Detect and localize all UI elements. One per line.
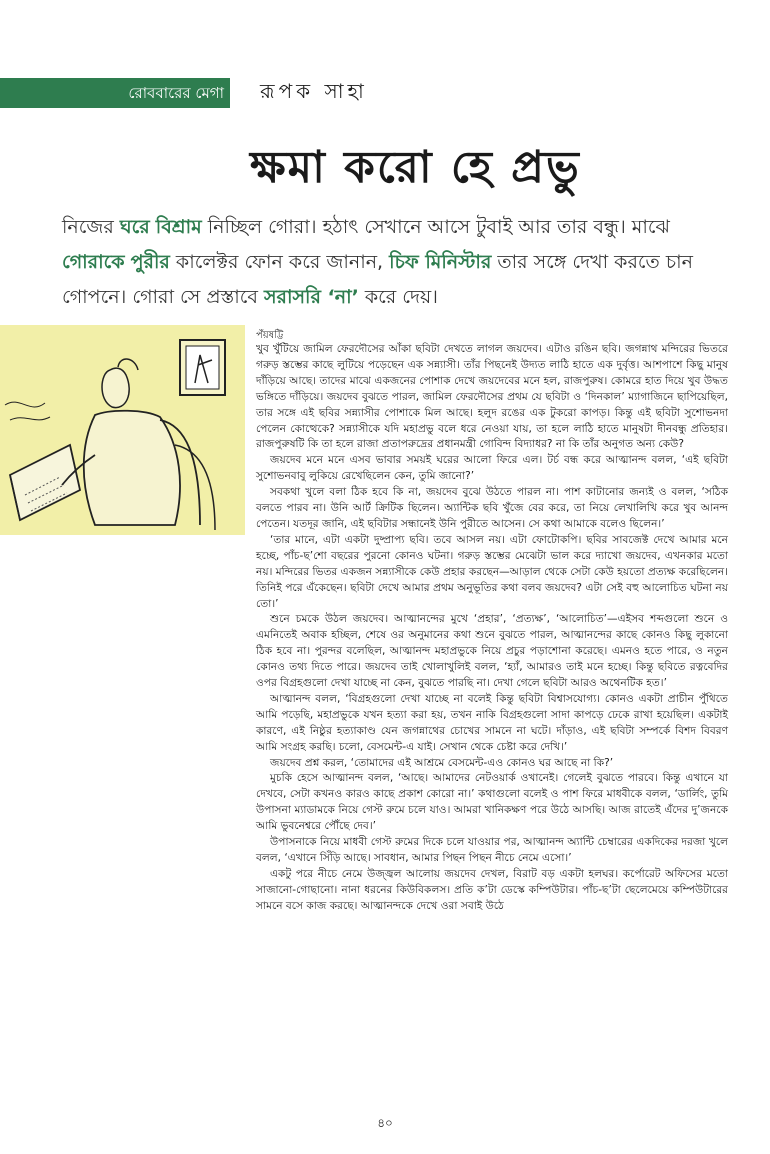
paragraph: জয়দেব প্রশ্ন করল, ‘তোমাদের এই আশ্রমে বেসমেন্ট-এও কোনও ঘর আছে না কি?’ bbox=[270, 756, 614, 769]
paragraph: একটু পরে নীচে নেমে উজ্জ্বল আলোয় জয়দেব দেখল, বিরাট বড় একটা হলঘর। কর্পোরেট অফিসের মতো সাজানো-গোছানো। নানা ধরনের কিউবিকলস। প্রতি ক’টা ডেস্কে কম্পিউটার। পাঁচ-ছ’টা ছেলেমেয়ে কম্পিউটারের সামনে বসে কাজ করছে। আত্মানন্দকে দেখে ওরা সবাই উঠে bbox=[256, 867, 728, 912]
page-number: ৪০ bbox=[377, 1116, 393, 1130]
paragraph: সবকথা খুলে বলা ঠিক হবে কি না, জয়দেব বুঝে উঠতে পারল না। পাশ কাটানোর জন্যই ও বলল, ‘সঠিক বলতে পারব না। উনি আর্ট ক্রিটিক ছিলেন। অ্যান্টিক ছবি খুঁজে বের করে, তা নিয়ে লেখালিখি করে খুব আনন্দ পেতেন। যতদূর জানি, এই ছবিটার সন্ধানেই উনি পুরীতে আসেন। সে কথা আমাকে বলেও ছিলেন।’ bbox=[256, 486, 728, 530]
chapter-number: পঁয়ষট্টি bbox=[256, 330, 284, 341]
story-intro: নিজের ঘরে বিশ্রাম নিচ্ছিল গোরা। হঠাৎ সেখানে আসে টুবাই আর তার বন্ধু। মাঝে গোরাকে পুরীর কালেক্টর ফোন করে জানান, চিফ মিনিস্টার তার সঙ্গে দেখা করতে চান গোপনে। গোরা সে প্রস্তাবে সরাসরি ‘না’ করে দেয়। bbox=[62, 216, 693, 308]
paragraph: আত্মানন্দ বলল, ‘বিগ্রহগুলো দেখা যাচ্ছে না বলেই কিন্তু ছবিটা বিশ্বাসযোগ্য। কোনও একটা প্রাচীন পুঁথিতে আমি পড়েছি, মহাপ্রভুকে যখন হত্যা করা হয়, তখন নাকি বিগ্রহগুলো সাদা কাপড়ে ঢেকে রাখা হয়েছিল। একটাই কারণে, এই নিষ্ঠুর হত্যাকাণ্ড যেন জগন্নাথের চোখের সামনে না ঘটে। দাঁড়াও, এই ছবিটা সম্পর্কে বিশদ বিবরণ আমি সংগ্রহ করছি। চলো, বেসমেন্ট-এ যাই। সেখান থেকে চেষ্টা করে দেখি।’ bbox=[256, 692, 728, 753]
paragraph: উপাসনাকে নিয়ে মাধবী গেস্ট রুমের দিকে চলে যাওয়ার পর, আত্মানন্দ অ্যান্টি চেম্বারের একদিকের দরজা খুলে বলল, ‘এখানে সিঁড়ি আছে। সাবধান, আমার পিছন পিছন নীচে নেমে এসো।’ bbox=[256, 836, 728, 864]
article-body bbox=[256, 342, 728, 915]
story-title: ক্ষমা করো হে প্রভু bbox=[250, 142, 581, 193]
paragraph: ‘তার মানে, এটা একটা দুষ্প্রাপ্য ছবি। তবে আসল নয়। এটা ফোটোকপি। ছবির সাবজেক্ট দেখে আমার মনে হচ্ছে, পাঁচ-ছ’শো বছরের পুরনো কোনও ঘটনা। গরুড় স্তম্ভের মেঝেটা ভাল করে দ্যাখো জয়দেব, এখনকার মতো নয়। মন্দিরের ভিতর একজন সন্ন্যাসীকে কেউ প্রহার করছেন—আড়াল থেকে সেটা কেউ হয়তো প্রত্যক্ষ করেছিলেন। তিনিই পরে এঁকেছেন। ছবিটা দেখে আমার প্রথম অনুভূতির কথা বলব জয়দেব? এটা সেই বহু আলোচিত ঘটনা নয় তো।’ bbox=[256, 533, 728, 610]
author-name: রূপক সাহা bbox=[260, 79, 368, 103]
paragraph: খুব খুঁটিয়ে জামিল ফেরদৌসের আঁকা ছবিটা দেখতে লাগল জয়দেব। এটাও রঙিন ছবি। জগন্নাথ মন্দিরের ভিতরে গরুড় স্তম্ভের কাছে লুটিয়ে পড়েছেন এক সন্ন্যাসী। তাঁর পিছনেই উদ্যত লাঠি হাতে এক দুর্বৃত্ত। আশপাশে কিছু মানুষ দাঁড়িয়ে আছে। তাদের মাঝে একজনের পোশাক দেখে জয়দেবের মনে হল, রাজপুরুষ। কোমরে হাত দিয়ে খুব উদ্ধত ভঙ্গিতে দাঁড়িয়ে। জয়দেব বুঝতে পারল, জামিল ফেরদৌসের প্রথম যে ছবিটা ও ‘দিনকাল’ ম্যাগাজিনে ছাপিয়েছিল, তার সঙ্গে এই ছবির সন্ন্যাসীর পোশাকে মিল আছে। হলুদ রঙের এক টুকরো কাপড়। কিন্তু এই ছবিটা সুশোভনদা পেলেন কোত্থেকে? সন্ন্যাসীকে যদি মহাপ্রভু বলে ধরে নেওয়া যায়, তা হলে লাঠি হাতে মানুষটা দীনবন্ধু প্রতিহার। রাজপুরুষটি কি তা হলে রাজা প্রতাপরুদ্রের প্রধানমন্ত্রী গোবিন্দ বিদ্যাধর? না কি তাঁর অনুগত অন্য কেউ? bbox=[256, 343, 728, 451]
paragraph: মুচকি হেসে আত্মানন্দ বলল, ‘আছে। আমাদের নেটওয়ার্ক ওখানেই। গেলেই বুঝতে পারবে। কিন্তু এখানে যা দেখবে, সেটা কখনও কারও কাছে প্রকাশ কোরো না।’ কথাগুলো বলেই ও পাশ ফিরে মাধবীকে বলল, ‘ডার্লিং, তুমি উপাসনা ম্যাডামকে নিয়ে গেস্ট রুমে চলে যাও। আমরা খানিকক্ষণ পরে উঠে আসছি। আজ রাতেই এঁদের দু’জনকে আমি ভুবনেশ্বরে পৌঁছে দেব।’ bbox=[256, 772, 728, 833]
paragraph: শুনে চমকে উঠল জয়দেব। আত্মানন্দের মুখে ‘প্রহার’, ‘প্রত্যক্ষ’, ‘আলোচিত’—এইসব শব্দগুলো শুনে ও এমনিতেই অবাক হচ্ছিল, শেষে ওর অনুমানের কথা শুনে বুঝতে পারল, আত্মানন্দের কাছে কোনও কিছু লুকানো ঠিক হবে না। পুরন্দর বলেছিল, আত্মানন্দ মহাপ্রভুকে নিয়ে প্রচুর পড়াশোনা করেছে। এমনও হতে পারে, ও নতুন কোনও তথ্য দিতে পারে। জয়দেব তাই খোলাখুলিই বলল, ‘হ্যাঁ, আমারও তাই মনে হচ্ছে। কিন্তু ছবিতে রত্নবেদির ওপর বিগ্রহগুলো দেখা যাচ্ছে না কেন, বুঝতে পারছি না। দেখা গেলে ছবিটা আরও অথেনটিক হত।’ bbox=[256, 613, 729, 690]
paragraph: জয়দেব মনে মনে এসব ভাবার সময়ই ঘরের আলো ফিরে এল। টর্চ বন্ধ করে আত্মানন্দ বলল, ‘এই ছবিটা সুশোভনবাবু লুকিয়ে রেখেছিলেন কেন, তুমি জানো?’ bbox=[256, 454, 728, 483]
illustration bbox=[0, 325, 245, 535]
section-label: রোববারের মেগা bbox=[0, 78, 230, 108]
